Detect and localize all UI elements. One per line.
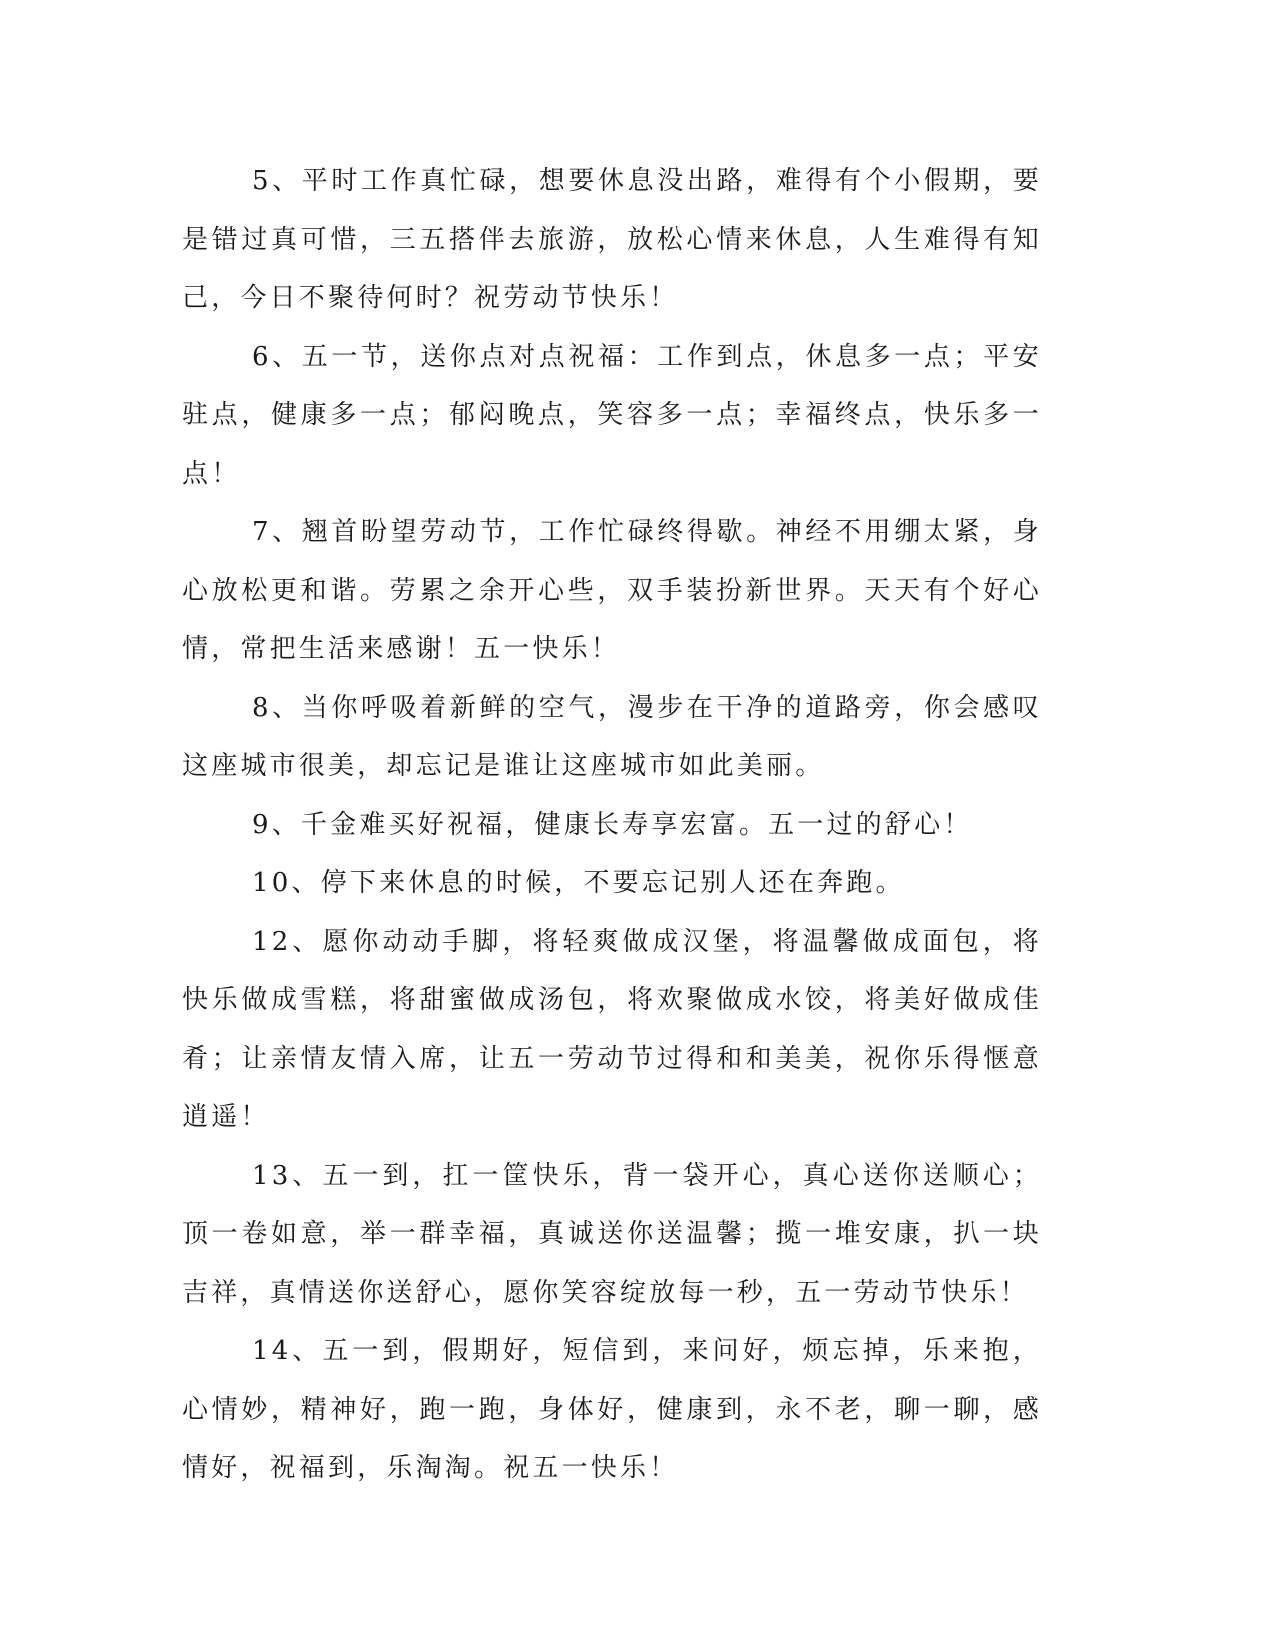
document-page [182,152,1042,1498]
paragraph-14: 14、五一到，假期好，短信到，来问好，烦忘掉，乐来抱，心情妙，精神好，跑一跑，身体好，健康到，永不老，聊一聊，感情好，祝福到，乐淘淘。祝五一快乐！ [182,1336,1042,1483]
paragraph-6: 6、五一节，送你点对点祝福：工作到点，休息多一点；平安驻点，健康多一点；郁闷晚点，笑容多一点；幸福终点，快乐多一点！ [182,341,1042,489]
paragraph-5: 5、平时工作真忙碌，想要休息没出路，难得有个小假期，要是错过真可惜，三五搭伴去旅游，放松心情来休息，人生难得有知己，今日不聚待何时？祝劳动节快乐！ [182,166,1042,313]
paragraph-9: 9、千金难买好祝福，健康长寿享宏富。五一过的舒心！ [252,809,973,840]
paragraph-12: 12、愿你动动手脚，将轻爽做成汉堡，将温馨做成面包，将快乐做成雪糕，将甜蜜做成汤包，将欢聚做成水饺，将美好做成佳肴；让亲情友情入席，让五一劳动节过得和和美美，祝你乐得惬意逍遥！ [182,926,1042,1132]
paragraph-7: 7、翘首盼望劳动节，工作忙碌终得歇。神经不用绷太紧，身心放松更和谐。劳累之余开心些，双手装扮新世界。天天有个好心情，常把生活来感谢！五一快乐！ [182,517,1042,664]
paragraph-13: 13、五一到，扛一筐快乐，背一袋开心，真心送你送顺心；顶一卷如意，举一群幸福，真诚送你送温馨；揽一堆安康，扒一块吉祥，真情送你送舒心，愿你笑容绽放每一秒，五一劳动节快乐！ [182,1160,1042,1308]
paragraph-10: 10、停下来休息的时候，不要忘记别人还在奔跑。 [252,868,905,898]
paragraph-8: 8、当你呼吸着新鲜的空气，漫步在干净的道路旁，你会感叹这座城市很美，却忘记是谁让这座城市如此美丽。 [182,692,1042,781]
